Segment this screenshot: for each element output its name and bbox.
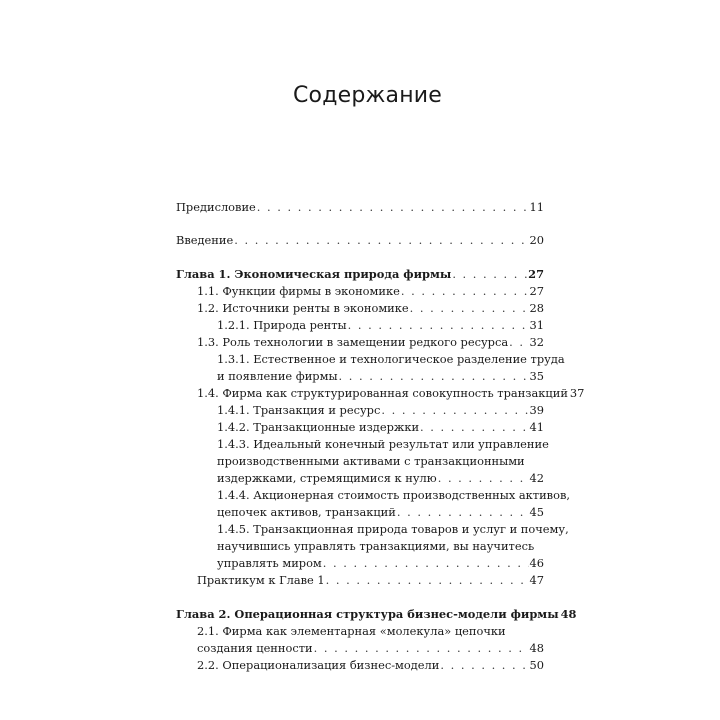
toc-entry	[176, 655, 544, 672]
leader-dots	[401, 284, 529, 298]
toc-entry-title: 2.1. Фирма как элементарная «молекула» цепочки	[197, 624, 506, 638]
toc-entry	[176, 315, 544, 332]
toc-entry-page: 27	[529, 284, 544, 298]
leader-dots	[339, 369, 529, 383]
toc-entry-title: 1.4. Фирма как структурированная совокупность транзакций	[197, 386, 568, 400]
toc-entry-introduction	[176, 230, 544, 247]
toc-entry-title: и появление фирмы	[217, 369, 338, 383]
toc-entry-title: 1.4.4. Акционерная стоимость производственных активов,	[217, 488, 570, 502]
toc-entry	[176, 468, 544, 485]
toc-entry	[176, 536, 544, 553]
toc-entry-title: 1.4.5. Транзакционная природа товаров и услуг и почему,	[217, 522, 569, 536]
toc-entry	[176, 638, 544, 655]
leader-dots	[381, 403, 528, 417]
toc-entry	[176, 451, 544, 468]
leader-dots	[410, 301, 529, 315]
toc-entry	[176, 281, 544, 298]
toc-entry	[176, 400, 544, 417]
toc-entry-title: 1.4.3. Идеальный конечный результат или управление	[217, 437, 549, 451]
toc-entry-title: 1.2.1. Природа ренты	[217, 318, 347, 332]
toc-entry-title: 1.2. Источники ренты в экономике	[197, 301, 409, 315]
page-title: Содержание	[292, 83, 443, 108]
toc-entry-page: 47	[529, 573, 544, 587]
toc-entry-page: 42	[529, 471, 544, 485]
toc-entry	[176, 621, 544, 638]
toc-entry-chapter-2	[176, 604, 577, 621]
leader-dots	[509, 335, 528, 349]
toc-entry-page: 48	[560, 607, 577, 621]
toc-entry-title: Предисловие	[176, 200, 256, 214]
leader-dots	[348, 318, 529, 332]
toc-entry-page: 27	[528, 267, 544, 281]
toc-entry-page: 46	[529, 556, 544, 570]
toc-entry-page: 32	[529, 335, 544, 349]
toc-entry	[176, 553, 544, 570]
toc-entry-title: производственными активами с транзакционными	[217, 454, 525, 468]
toc-entry	[176, 332, 544, 349]
toc-entry	[176, 502, 544, 519]
toc-entry-page: 48	[529, 641, 544, 655]
toc-entry-page: 50	[529, 658, 544, 672]
leader-dots	[440, 658, 528, 672]
toc-entry	[176, 519, 569, 536]
toc-entry-title: Глава 1. Экономическая природа фирмы	[176, 267, 452, 281]
toc-entry-page: 45	[529, 505, 544, 519]
toc-entry-title: издержками, стремящимися к нулю	[217, 471, 437, 485]
toc-entry-title: 1.3. Роль технологии в замещении редкого ресурса	[197, 335, 509, 349]
toc-entry	[176, 298, 544, 315]
toc-entry-preface	[176, 197, 544, 214]
leader-dots	[452, 267, 527, 281]
leader-dots	[397, 505, 529, 519]
leader-dots	[420, 420, 528, 434]
toc-entry-page: 28	[529, 301, 544, 315]
toc-entry-title: создания ценности	[197, 641, 313, 655]
leader-dots	[326, 573, 529, 587]
toc-entry	[176, 349, 565, 366]
leader-dots	[438, 471, 529, 485]
toc-entry-title: Практикум к Главе 1	[197, 573, 325, 587]
leader-dots	[257, 200, 529, 214]
leader-dots	[234, 233, 528, 247]
toc-entry-title: Введение	[176, 233, 234, 247]
toc-entry	[176, 485, 570, 502]
toc-entry	[176, 417, 544, 434]
toc-entry-page: 39	[529, 403, 544, 417]
leader-dots	[314, 641, 529, 655]
toc-entry-page: 37	[569, 386, 585, 400]
toc-entry-title: 2.2. Операционализация бизнес-модели	[197, 658, 440, 672]
toc-entry-page: 41	[529, 420, 544, 434]
toc-entry-title: 1.4.1. Транзакция и ресурс	[217, 403, 381, 417]
toc-entry-title: цепочек активов, транзакций	[217, 505, 396, 519]
leader-dots	[323, 556, 529, 570]
toc-entry	[176, 366, 544, 383]
toc-entry-title: 1.3.1. Естественное и технологическое разделение труда	[217, 352, 565, 366]
toc-entry-title: 1.4.2. Транзакционные издержки	[217, 420, 420, 434]
toc-entry-page: 20	[529, 233, 544, 247]
toc-entry-title: 1.1. Функции фирмы в экономике	[197, 284, 400, 298]
toc-entry-page: 11	[529, 200, 544, 214]
toc-entry-title: Глава 2. Операционная структура бизнес-модели фирмы	[176, 607, 559, 621]
toc-entry-page: 35	[529, 369, 544, 383]
toc-entry	[176, 383, 585, 400]
toc-entry-title: управлять миром	[217, 556, 322, 570]
toc-entry-title: научившись управлять транзакциями, вы научитесь	[217, 539, 535, 553]
toc-entry	[176, 434, 549, 451]
toc-entry	[176, 570, 544, 587]
toc-entry-page: 31	[529, 318, 544, 332]
toc-entry-chapter-1	[176, 264, 544, 281]
